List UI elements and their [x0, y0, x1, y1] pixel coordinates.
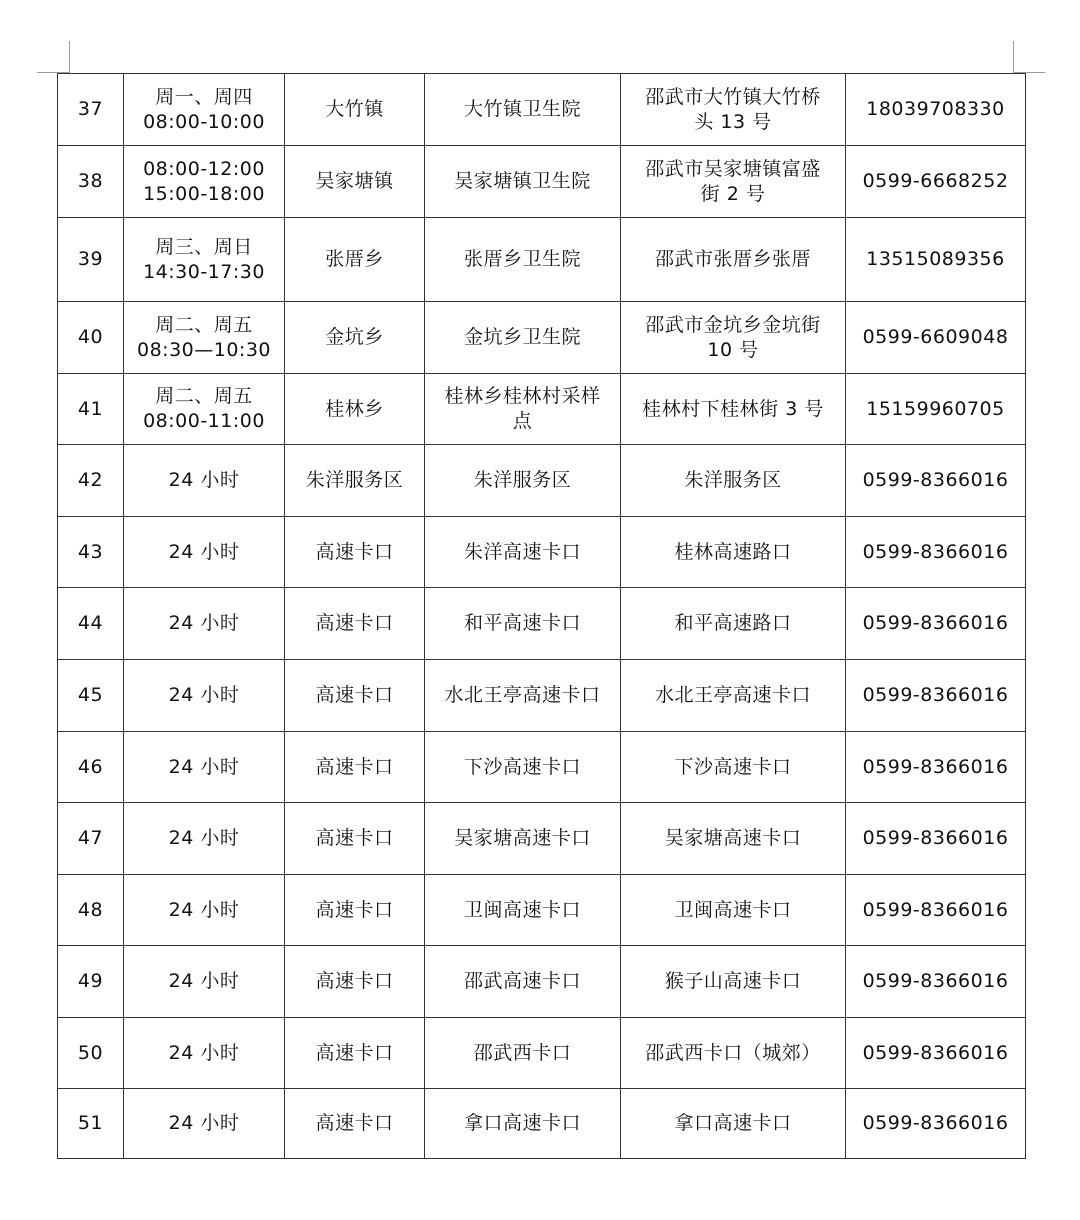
table-row: [58, 660, 1026, 732]
cell-number: 43: [58, 517, 124, 588]
cell-number: 50: [58, 1018, 124, 1089]
cell-site: 吴家塘高速卡口: [425, 803, 621, 875]
table-row: [58, 946, 1026, 1018]
cell-site: 大竹镇卫生院: [425, 74, 621, 146]
cell-address: 桂林高速路口: [621, 517, 846, 588]
cell-number: 47: [58, 803, 124, 875]
page-corner-mark-right: [1013, 41, 1014, 73]
cell-phone: 0599-8366016: [846, 732, 1026, 803]
cell-town: 高速卡口: [285, 660, 425, 732]
cell-town: 朱洋服务区: [285, 445, 425, 517]
cell-town: 吴家塘镇: [285, 146, 425, 218]
table-row: [58, 374, 1026, 445]
cell-town: 桂林乡: [285, 374, 425, 445]
cell-address: 邵武市大竹镇大竹桥 头 13 号: [621, 74, 846, 146]
cell-time: 24 小时: [124, 803, 285, 875]
cell-town: 高速卡口: [285, 517, 425, 588]
cell-phone: 0599-8366016: [846, 660, 1026, 732]
cell-number: 38: [58, 146, 124, 218]
cell-time: 周二、周五 08:30—10:30: [124, 302, 285, 374]
table-row: [58, 445, 1026, 517]
cell-town: 金坑乡: [285, 302, 425, 374]
table-row: [58, 218, 1026, 302]
cell-address: 桂林村下桂林街 3 号: [621, 374, 846, 445]
cell-address: 水北王亭高速卡口: [621, 660, 846, 732]
cell-town: 高速卡口: [285, 946, 425, 1018]
cell-town: 高速卡口: [285, 1018, 425, 1089]
cell-town: 高速卡口: [285, 588, 425, 660]
cell-time: 08:00-12:00 15:00-18:00: [124, 146, 285, 218]
cell-number: 48: [58, 875, 124, 946]
cell-time: 周二、周五 08:00-11:00: [124, 374, 285, 445]
cell-phone: 0599-8366016: [846, 875, 1026, 946]
cell-site: 朱洋服务区: [425, 445, 621, 517]
table-body: [58, 74, 1026, 1159]
cell-time: 24 小时: [124, 1018, 285, 1089]
cell-site: 下沙高速卡口: [425, 732, 621, 803]
cell-address: 朱洋服务区: [621, 445, 846, 517]
cell-address: 吴家塘高速卡口: [621, 803, 846, 875]
cell-town: 高速卡口: [285, 1089, 425, 1159]
cell-number: 44: [58, 588, 124, 660]
cell-phone: 0599-6609048: [846, 302, 1026, 374]
cell-site: 张厝乡卫生院: [425, 218, 621, 302]
cell-town: 高速卡口: [285, 875, 425, 946]
table-row: [58, 1018, 1026, 1089]
cell-address: 卫闽高速卡口: [621, 875, 846, 946]
cell-site: 卫闽高速卡口: [425, 875, 621, 946]
cell-town: 大竹镇: [285, 74, 425, 146]
cell-phone: 13515089356: [846, 218, 1026, 302]
cell-phone: 0599-8366016: [846, 517, 1026, 588]
cell-phone: 0599-8366016: [846, 588, 1026, 660]
cell-time: 24 小时: [124, 875, 285, 946]
cell-number: 49: [58, 946, 124, 1018]
cell-time: 24 小时: [124, 517, 285, 588]
table-row: [58, 588, 1026, 660]
cell-site: 邵武高速卡口: [425, 946, 621, 1018]
cell-address: 邵武西卡口（城郊）: [621, 1018, 846, 1089]
cell-site: 拿口高速卡口: [425, 1089, 621, 1159]
cell-town: 高速卡口: [285, 803, 425, 875]
cell-time: 24 小时: [124, 660, 285, 732]
cell-number: 41: [58, 374, 124, 445]
cell-phone: 0599-8366016: [846, 803, 1026, 875]
cell-number: 51: [58, 1089, 124, 1159]
cell-phone: 0599-8366016: [846, 445, 1026, 517]
cell-address: 猴子山高速卡口: [621, 946, 846, 1018]
cell-time: 24 小时: [124, 588, 285, 660]
cell-site: 金坑乡卫生院: [425, 302, 621, 374]
cell-town: 高速卡口: [285, 732, 425, 803]
table-row: [58, 1089, 1026, 1159]
cell-site: 吴家塘镇卫生院: [425, 146, 621, 218]
cell-time: 24 小时: [124, 732, 285, 803]
cell-phone: 0599-8366016: [846, 1018, 1026, 1089]
cell-address: 和平高速路口: [621, 588, 846, 660]
cell-address: 邵武市吴家塘镇富盛 街 2 号: [621, 146, 846, 218]
table-row: [58, 74, 1026, 146]
cell-address: 拿口高速卡口: [621, 1089, 846, 1159]
cell-time: 周一、周四 08:00-10:00: [124, 74, 285, 146]
cell-site: 邵武西卡口: [425, 1018, 621, 1089]
cell-town: 张厝乡: [285, 218, 425, 302]
cell-phone: 15159960705: [846, 374, 1026, 445]
table-row: [58, 146, 1026, 218]
testing-sites-table: [57, 73, 1026, 1159]
cell-site: 水北王亭高速卡口: [425, 660, 621, 732]
cell-time: 24 小时: [124, 1089, 285, 1159]
cell-site: 桂林乡桂林村采样 点: [425, 374, 621, 445]
cell-time: 24 小时: [124, 946, 285, 1018]
cell-site: 和平高速卡口: [425, 588, 621, 660]
cell-number: 46: [58, 732, 124, 803]
cell-address: 邵武市金坑乡金坑街 10 号: [621, 302, 846, 374]
cell-address: 邵武市张厝乡张厝: [621, 218, 846, 302]
cell-phone: 0599-6668252: [846, 146, 1026, 218]
cell-number: 39: [58, 218, 124, 302]
cell-phone: 0599-8366016: [846, 1089, 1026, 1159]
table-row: [58, 875, 1026, 946]
cell-number: 37: [58, 74, 124, 146]
cell-time: 24 小时: [124, 445, 285, 517]
cell-time: 周三、周日 14:30-17:30: [124, 218, 285, 302]
cell-phone: 0599-8366016: [846, 946, 1026, 1018]
page-corner-mark-left: [69, 41, 70, 73]
cell-number: 45: [58, 660, 124, 732]
cell-phone: 18039708330: [846, 74, 1026, 146]
table-row: [58, 732, 1026, 803]
table-row: [58, 302, 1026, 374]
cell-number: 42: [58, 445, 124, 517]
cell-number: 40: [58, 302, 124, 374]
cell-site: 朱洋高速卡口: [425, 517, 621, 588]
cell-address: 下沙高速卡口: [621, 732, 846, 803]
table-row: [58, 517, 1026, 588]
table-row: [58, 803, 1026, 875]
